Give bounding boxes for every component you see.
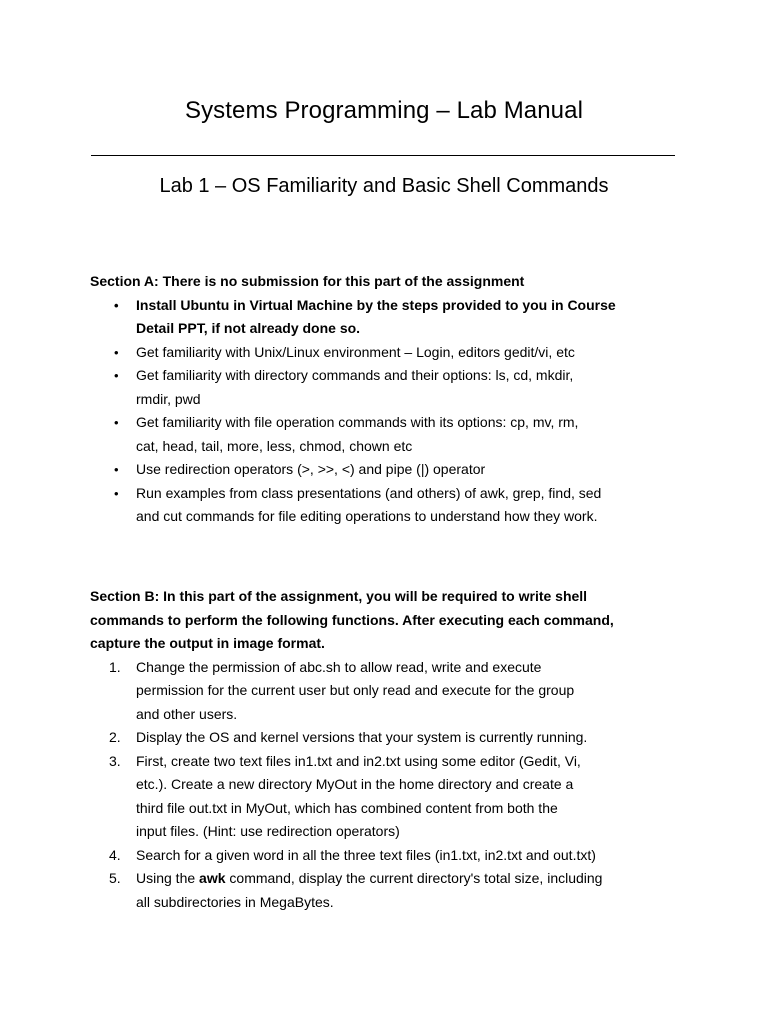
list-item-text: third file out.txt in MyOut, which has combined content from both the [136, 799, 558, 816]
list-item-text: cat, head, tail, more, less, chmod, chown etc [136, 437, 413, 454]
list-item-text: Run examples from class presentations (and others) of awk, grep, find, sed [136, 484, 602, 501]
list-item-text: input files. (Hint: use redirection operators) [136, 823, 400, 839]
list-item-text: all subdirectories in MegaBytes. [136, 893, 334, 910]
item-number: 1. [109, 658, 121, 675]
section-a-list [114, 294, 678, 529]
title-divider [91, 155, 675, 156]
list-item [114, 458, 678, 482]
list-item [109, 726, 678, 750]
list-item [109, 656, 678, 727]
list-item-text: and other users. [136, 705, 238, 722]
list-item [114, 411, 678, 458]
list-item-text [136, 867, 678, 891]
list-item-text: Get familiarity with file operation commands with its options: cp, mv, rm, [136, 414, 579, 430]
item-number: 5. [109, 870, 121, 886]
bullet-icon: • [114, 485, 119, 501]
list-item [109, 867, 678, 914]
section-b-heading-line: capture the output in image format. [90, 635, 325, 651]
list-item-text: Install Ubuntu in Virtual Machine by the steps provided to you in Course [136, 296, 616, 313]
bullet-icon: • [114, 344, 119, 360]
list-item [114, 364, 678, 411]
section-a-heading: Section A: There is no submission for this part of the assignment [90, 273, 525, 289]
section-b-list [109, 656, 678, 915]
item-number: 3. [109, 752, 121, 769]
awk-keyword: awk [199, 870, 226, 886]
list-item-text: etc.). Create a new directory MyOut in the home directory and create a [136, 776, 574, 792]
list-item-text: Search for a given word in all the three text files (in1.txt, in2.txt and out.txt) [136, 846, 596, 863]
item-number: 2. [109, 729, 121, 745]
list-item-text: Use redirection operators (>, >>, <) and pipe (|) operator [136, 461, 486, 477]
list-item-text: rmdir, pwd [136, 390, 201, 407]
bullet-icon: • [114, 415, 119, 430]
item-number: 4. [109, 846, 121, 863]
bullet-icon: • [114, 297, 119, 313]
list-item [114, 294, 678, 341]
list-item-text: and cut commands for file editing operations to understand how they work. [136, 508, 598, 524]
list-item-text: Get familiarity with directory commands and their options: ls, cd, mkdir, [136, 367, 574, 383]
list-item [109, 750, 678, 844]
awk-suffix: command, display the current directory's total size, including [225, 870, 603, 886]
list-item-text: Change the permission of abc.sh to allow read, write and execute [136, 658, 542, 675]
awk-prefix: Using the [136, 870, 200, 886]
list-item [114, 482, 678, 529]
section-b-heading-line: commands to perform the following functions. After executing each command, [90, 611, 614, 628]
document-title: Systems Programming – Lab Manual [184, 97, 584, 124]
bullet-icon: • [114, 368, 119, 383]
list-item-text: Display the OS and kernel versions that your system is currently running. [136, 729, 588, 745]
bullet-icon: • [114, 462, 119, 477]
list-item [114, 341, 678, 365]
lab-subtitle: Lab 1 – OS Familiarity and Basic Shell Commands [159, 175, 609, 197]
list-item-text: First, create two text files in1.txt and in2.txt using some editor (Gedit, Vi, [136, 752, 581, 769]
list-item [109, 844, 678, 868]
section-b [90, 585, 678, 914]
section-b-heading-line: Section B: In this part of the assignment, you will be required to write shell [90, 588, 588, 604]
section-a [90, 270, 678, 529]
list-item-text: Get familiarity with Unix/Linux environment – Login, editors gedit/vi, etc [136, 343, 575, 360]
section-b-heading [90, 585, 678, 656]
list-item-text: Detail PPT, if not already done so. [136, 320, 361, 336]
list-item-text: permission for the current user but only read and execute for the group [136, 682, 575, 698]
